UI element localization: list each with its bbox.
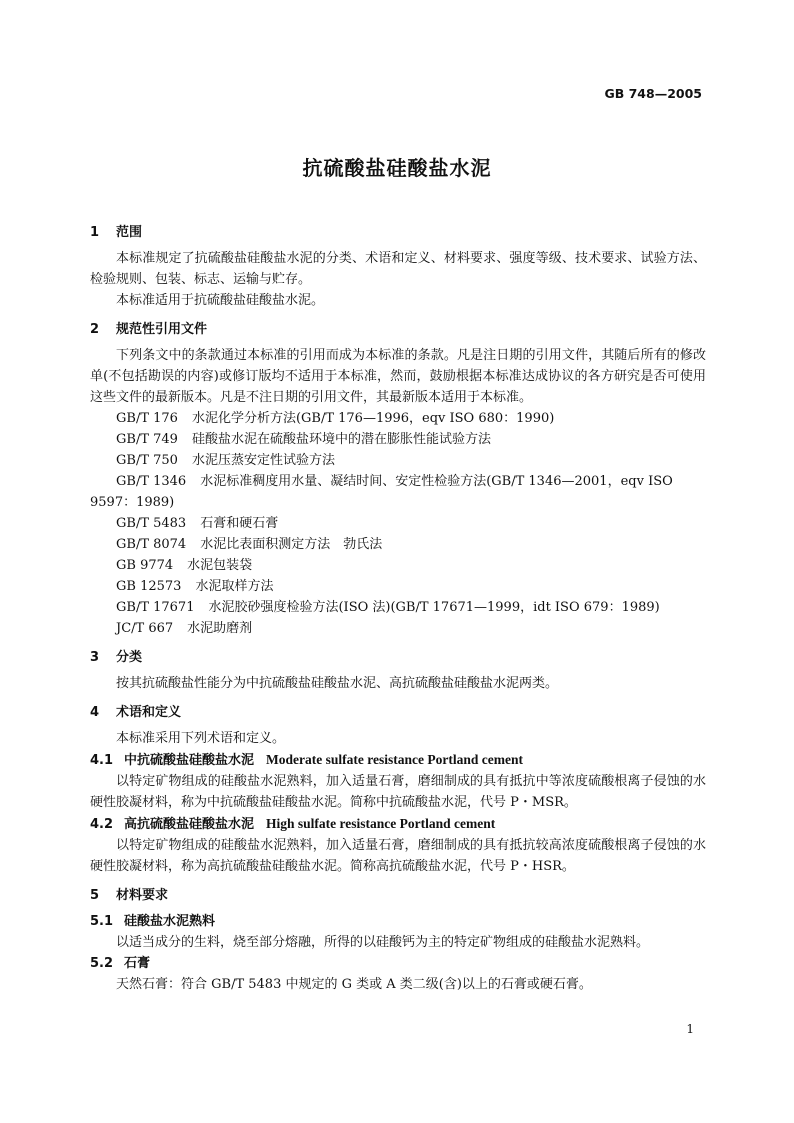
page-number: 1 — [686, 1022, 694, 1036]
term-4-1-heading — [90, 749, 706, 771]
section-title: 材料要求 — [116, 888, 169, 903]
reference-item — [90, 429, 706, 450]
reference-code: GB/T 17671 — [116, 600, 195, 615]
term-definition: 以特定矿物组成的硅酸盐水泥熟料，加入适量石膏，磨细制成的具有抵抗较高浓度硫酸根离子侵蚀的水硬性胶凝材料，称为高抗硫酸盐硅酸盐水泥。简称高抗硫酸盐水泥，代号 P・HSR。 — [90, 838, 706, 874]
paragraph: 本标准规定了抗硫酸盐硅酸盐水泥的分类、术语和定义、材料要求、强度等级、技术要求、试验方法、检验规则、包装、标志、运输与贮存。 — [90, 251, 706, 287]
section-number: 4 — [90, 705, 100, 720]
reference-title: 石膏和硬石膏 — [200, 516, 279, 531]
paragraph: 下列条文中的条款通过本标准的引用而成为本标准的条款。凡是注日期的引用文件，其随后所有的修改单(不包括勘误的内容)或修订版均不适用于本标准，然而，鼓励根据本标准达成协议的各方研究是否可使用这些文件的最新版本。凡是不注日期的引用文件，其最新版本适用于本标准。 — [90, 348, 706, 405]
paragraph: 本标准适用于抗硫酸盐硅酸盐水泥。 — [116, 293, 325, 308]
reference-title: 水泥比表面积测定方法 勃氏法 — [200, 537, 383, 552]
reference-item — [90, 597, 706, 618]
reference-title: 硅酸盐水泥在硫酸盐环境中的潜在膨胀性能试验方法 — [191, 432, 491, 447]
term-definition: 以特定矿物组成的硅酸盐水泥熟料，加入适量石膏，磨细制成的具有抵抗中等浓度硫酸根离子侵蚀的水硬性胶凝材料，称为中抗硫酸盐硅酸盐水泥。简称中抗硫酸盐水泥，代号 P・MSR。 — [90, 774, 706, 810]
paragraph: 按其抗硫酸盐性能分为中抗硫酸盐硅酸盐水泥、高抗硫酸盐硅酸盐水泥两类。 — [116, 676, 559, 691]
section-number: 1 — [90, 225, 100, 240]
section-title: 范围 — [116, 225, 143, 240]
term-cn: 中抗硫酸盐硅酸盐水泥 — [124, 753, 255, 768]
subsection-5-1-heading — [90, 911, 706, 932]
term-en: High sulfate resistance Portland cement — [266, 816, 496, 831]
reference-code: GB/T 5483 — [116, 516, 187, 531]
subsection-title: 硅酸盐水泥熟料 — [124, 914, 216, 929]
paragraph: 以适当成分的生料，烧至部分熔融，所得的以硅酸钙为主的特定矿物组成的硅酸盐水泥熟料。 — [116, 935, 650, 950]
reference-item — [90, 513, 706, 534]
section-title: 分类 — [116, 650, 143, 665]
reference-title: 水泥化学分析方法(GB/T 176—1996，eqv ISO 680：1990) — [191, 411, 555, 426]
reference-title: 水泥压蒸安定性试验方法 — [191, 453, 335, 468]
reference-title: 水泥标准稠度用水量、凝结时间、安定性检验方法(GB/T 1346—2001，eqv ISO 9597：1989) — [90, 474, 673, 510]
reference-item — [90, 534, 706, 555]
reference-code: GB 9774 — [116, 558, 174, 573]
reference-item — [90, 555, 706, 576]
paragraph: 天然石膏：符合 GB/T 5483 中规定的 G 类或 A 类二级(含)以上的石膏或硬石膏。 — [116, 977, 592, 992]
reference-code: GB/T 750 — [116, 453, 178, 468]
section-number: 3 — [90, 650, 100, 665]
reference-title: 水泥助磨剂 — [187, 621, 253, 636]
term-number: 4.1 — [90, 753, 114, 768]
reference-item — [90, 450, 706, 471]
subsection-5-2-heading — [90, 953, 706, 974]
document-body — [90, 214, 706, 995]
standard-code: GB 748—2005 — [604, 86, 702, 101]
reference-item — [90, 618, 706, 639]
term-number: 4.2 — [90, 817, 114, 832]
subsection-title: 石膏 — [124, 956, 151, 971]
term-cn: 高抗硫酸盐硅酸盐水泥 — [124, 817, 255, 832]
paragraph: 本标准采用下列术语和定义。 — [116, 731, 286, 746]
subsection-number: 5.2 — [90, 956, 114, 971]
section-2-heading — [90, 319, 706, 341]
reference-code: GB/T 749 — [116, 432, 178, 447]
section-3-heading — [90, 647, 706, 669]
section-5-heading — [90, 885, 706, 907]
reference-title: 水泥胶砂强度检验方法(ISO 法)(GB/T 17671—1999，idt ISO 679：1989) — [208, 600, 660, 615]
reference-code: GB 12573 — [116, 579, 182, 594]
term-en: Moderate sulfate resistance Portland cement — [266, 752, 523, 767]
reference-item — [90, 471, 706, 513]
reference-code: GB/T 8074 — [116, 537, 187, 552]
reference-item — [90, 576, 706, 597]
subsection-number: 5.1 — [90, 914, 114, 929]
reference-title: 水泥包装袋 — [187, 558, 253, 573]
document-title: 抗硫酸盐硅酸盐水泥 — [302, 156, 492, 180]
reference-title: 水泥取样方法 — [195, 579, 274, 594]
section-number: 5 — [90, 888, 100, 903]
reference-code: GB/T 176 — [116, 411, 178, 426]
term-4-2-heading — [90, 813, 706, 835]
section-title: 规范性引用文件 — [116, 322, 208, 337]
reference-item — [90, 408, 706, 429]
reference-code: JC/T 667 — [116, 621, 174, 636]
section-4-heading — [90, 702, 706, 724]
section-1-heading — [90, 222, 706, 244]
reference-code: GB/T 1346 — [116, 474, 187, 489]
section-number: 2 — [90, 322, 100, 337]
section-title: 术语和定义 — [116, 705, 182, 720]
